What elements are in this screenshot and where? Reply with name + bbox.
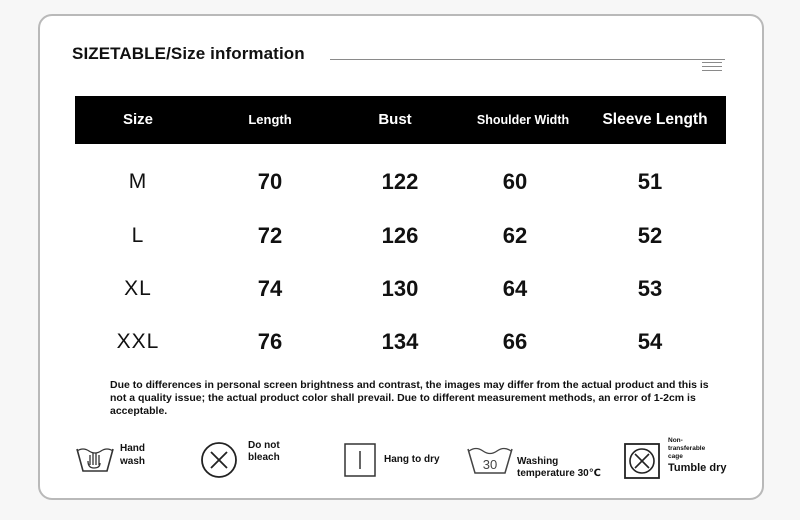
washing-temperature-label-1: Washing xyxy=(517,456,559,467)
hand-wash-label-1: Hand xyxy=(120,443,145,454)
care-hang-dry xyxy=(342,441,452,481)
cell-sleeve-length: 51 xyxy=(637,169,663,194)
table-row xyxy=(75,269,726,309)
cell-bust: 134 xyxy=(381,329,419,354)
header-length: Length xyxy=(248,112,292,127)
washing-temperature-label-2: temperature 30℃ xyxy=(517,468,601,479)
care-hand-wash xyxy=(73,441,163,481)
menu-lines-icon xyxy=(702,62,722,74)
washing-temperature-icon-text: 30 xyxy=(482,457,498,472)
cell-bust: 130 xyxy=(381,276,419,301)
cell-bust: 122 xyxy=(381,169,419,194)
cell-shoulder-width: 60 xyxy=(502,169,528,194)
header-bust: Bust xyxy=(378,111,412,128)
cell-size: XXL xyxy=(116,330,160,353)
cell-sleeve-length: 52 xyxy=(637,223,663,248)
cell-length: 72 xyxy=(257,223,283,248)
header-shoulder-width: Shoulder Width xyxy=(476,113,570,127)
hand-wash-label-2: wash xyxy=(120,456,146,467)
disclaimer-note: Due to differences in personal screen brightness and contrast, the images may differ from the actual product and this is not a quality issue; the actual product color shall prevail. Due to different measurement methods, an error of 1-2cm is acceptable. xyxy=(110,379,709,417)
table-row xyxy=(75,162,726,202)
cell-sleeve-length: 54 xyxy=(637,329,663,354)
cell-sleeve-length: 53 xyxy=(637,276,663,301)
cell-shoulder-width: 62 xyxy=(502,223,528,248)
no-bleach-icon xyxy=(200,441,240,481)
tumble-small-label-1: Non- xyxy=(668,437,683,444)
size-chart-card xyxy=(38,14,764,500)
tumble-small-label-3: cage xyxy=(668,453,683,460)
cell-shoulder-width: 64 xyxy=(502,276,528,301)
tumble-dry-icon xyxy=(622,441,662,481)
care-tumble-dry xyxy=(622,437,752,481)
cell-size: L xyxy=(131,224,145,247)
hand-wash-icon xyxy=(73,441,117,477)
cell-length: 76 xyxy=(257,329,283,354)
cell-size: XL xyxy=(124,277,152,300)
header-size: Size xyxy=(122,111,153,128)
tumble-small-label-2: transferable xyxy=(668,445,706,452)
no-bleach-label-2: bleach xyxy=(248,452,280,463)
tumble-dry-label: Tumble dry xyxy=(668,462,727,474)
cell-shoulder-width: 66 xyxy=(502,329,528,354)
cell-size: M xyxy=(128,170,148,193)
title-divider xyxy=(330,59,725,60)
hang-dry-icon xyxy=(342,441,378,481)
table-row xyxy=(75,322,726,362)
table-row xyxy=(75,216,726,256)
hang-dry-label: Hang to dry xyxy=(384,454,440,465)
header-sleeve-length: Sleeve Length xyxy=(602,111,708,128)
care-no-bleach xyxy=(200,441,300,481)
cell-length: 70 xyxy=(257,169,283,194)
washing-temperature-icon xyxy=(465,441,515,479)
cell-bust: 126 xyxy=(381,223,419,248)
no-bleach-label-1: Do not xyxy=(248,440,280,451)
cell-length: 74 xyxy=(257,276,283,301)
table-header xyxy=(75,96,726,144)
care-washing-temperature xyxy=(465,441,605,481)
page-title: SIZETABLE/Size information xyxy=(72,44,305,63)
